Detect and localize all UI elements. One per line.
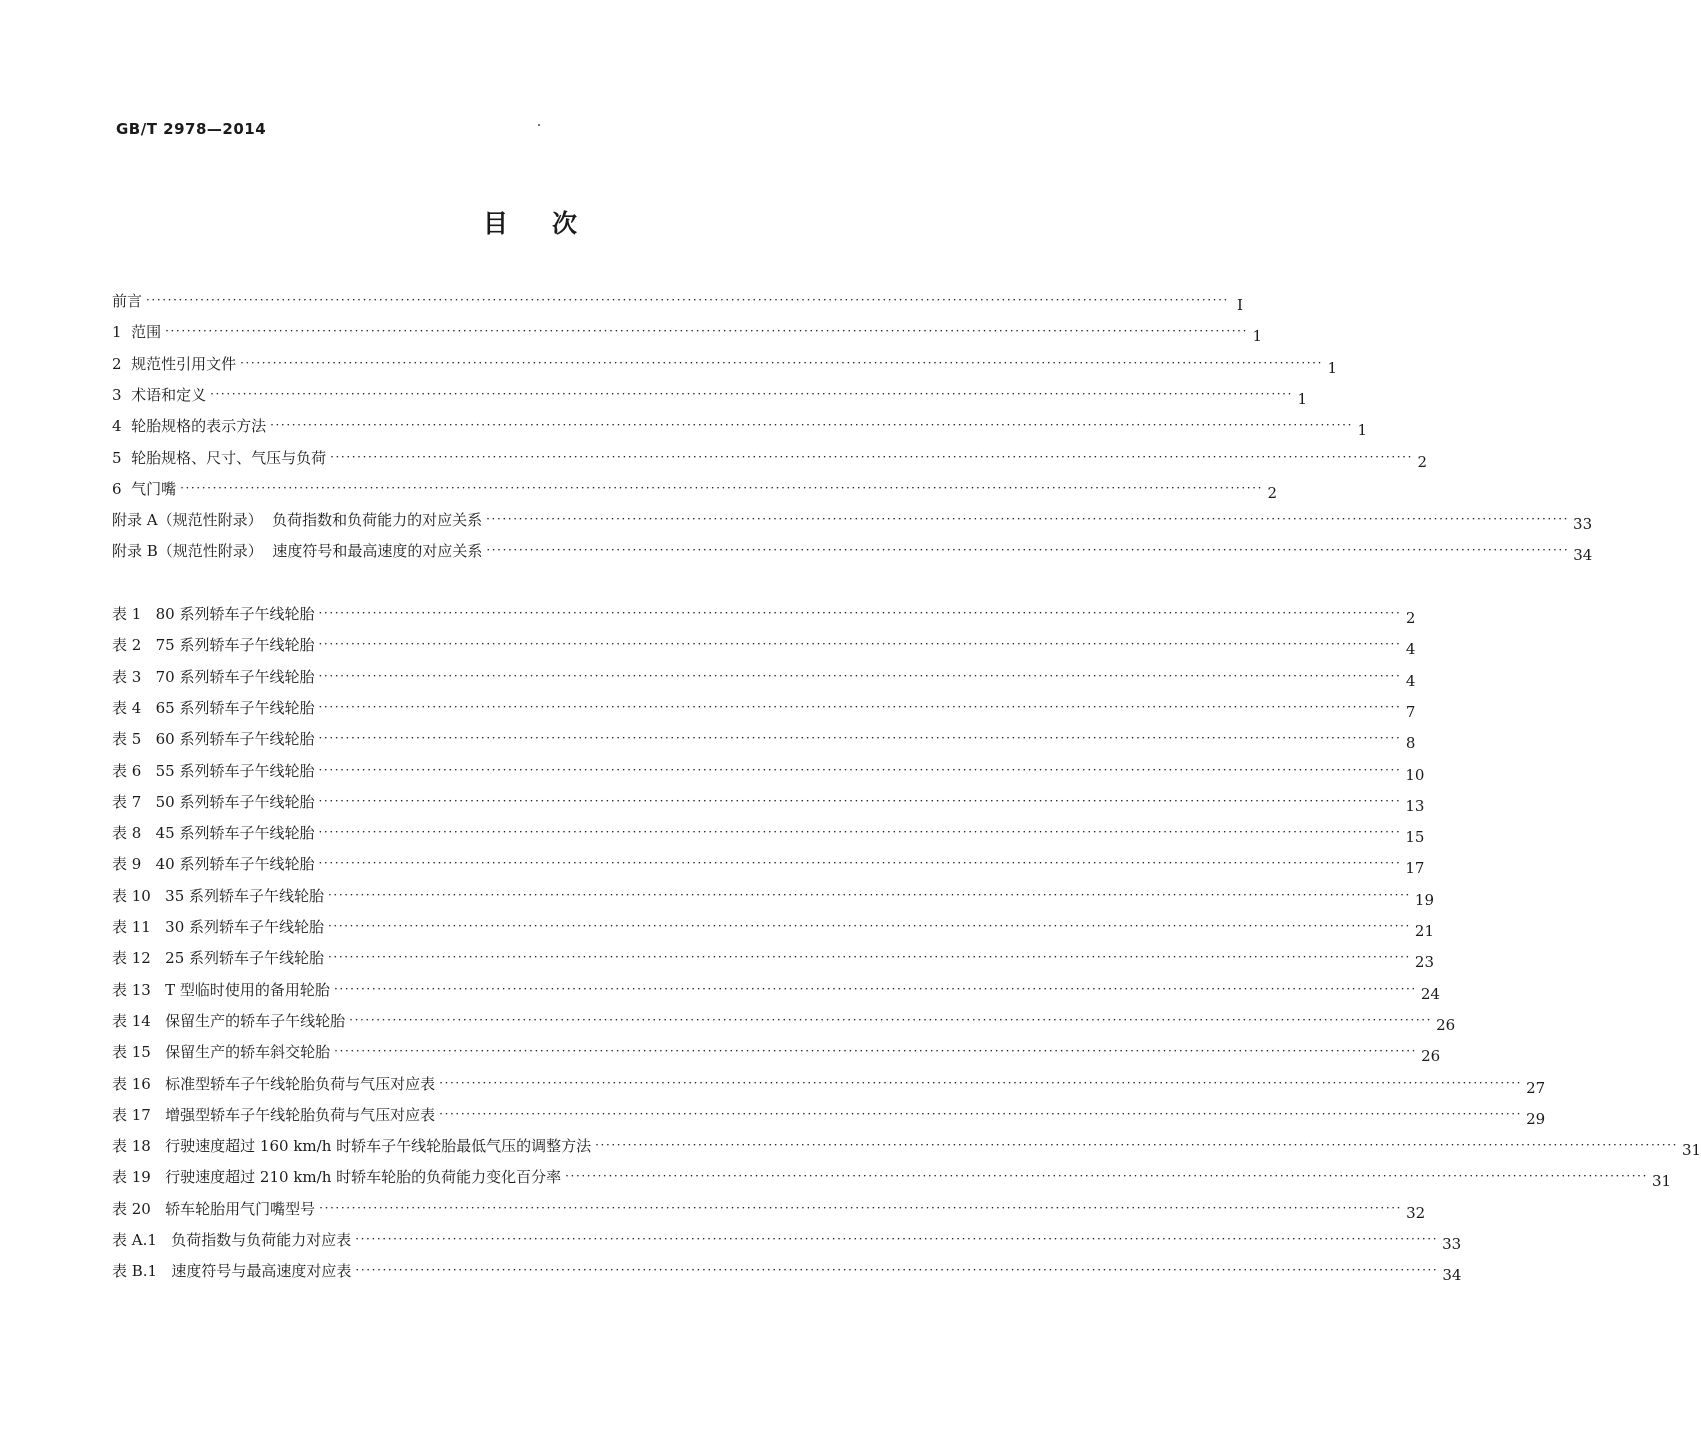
dot-leader: ········································································································································································································	[318, 731, 1402, 746]
page-title	[0, 204, 1024, 240]
dot-leader: ········································································································································································································	[318, 637, 1402, 652]
dot-leader: ········································································································································································································	[210, 386, 1293, 401]
toc-entry-label: 表 9 40 系列轿车子午线轮胎	[112, 855, 315, 874]
table-list-entry[interactable]	[112, 853, 1425, 878]
table-list-entry[interactable]	[112, 791, 1425, 815]
toc-entry-label: 前言	[112, 292, 143, 310]
dot-leader: ········································································································································································································	[486, 543, 1570, 558]
toc-entry-label: 表 17 增强型轿车子午线轮胎负荷与气压对应表	[112, 1105, 436, 1124]
dot-leader: ········································································································································································································	[439, 1075, 1523, 1090]
scan-speck	[538, 124, 540, 126]
toc-entry-page: 34	[1573, 546, 1593, 565]
toc-entry-page: 21	[1414, 922, 1434, 940]
toc-entry-page: 33	[1442, 1235, 1462, 1253]
toc-entry-page: 2	[1405, 609, 1416, 627]
toc-entry[interactable]	[112, 415, 1367, 440]
dot-leader: ········································································································································································································	[319, 1200, 1403, 1215]
toc-entry-page: 13	[1405, 796, 1425, 815]
table-list-entry[interactable]	[112, 979, 1440, 1003]
toc-entry-page: 2	[1267, 483, 1277, 502]
dot-leader: ········································································································································································································	[180, 480, 1263, 495]
toc-entry-label: 表 18 行驶速度超过 160 km/h 时轿车子午线轮胎最低气压的调整方法	[112, 1137, 592, 1156]
toc-entry-label: 表 A.1 负荷指数与负荷能力对应表	[112, 1231, 352, 1249]
toc-entry[interactable]	[112, 447, 1427, 471]
table-list-entry[interactable]	[112, 697, 1416, 721]
dot-leader: ········································································································································································································	[165, 324, 1248, 339]
toc-entry[interactable]	[112, 321, 1262, 346]
toc-entry-page: 26	[1436, 1015, 1456, 1034]
toc-entry-label: 表 13 T 型临时使用的备用轮胎	[112, 980, 330, 999]
toc-entry[interactable]	[112, 509, 1593, 534]
toc-entry-page: 8	[1405, 734, 1416, 753]
toc-entry[interactable]	[112, 540, 1593, 565]
toc-entry-label: 表 4 65 系列轿车子午线轮胎	[112, 698, 315, 717]
toc-entry-page: 4	[1405, 671, 1416, 690]
title-char-2: 次	[552, 209, 578, 238]
toc-entry-label: 附录 A（规范性附录） 负荷指数和负荷能力的对应关系	[112, 511, 483, 530]
toc-entry-page: 34	[1442, 1266, 1462, 1285]
toc-entry-page: 29	[1526, 1109, 1546, 1128]
toc-entry-label: 表 5 60 系列轿车子午线轮胎	[112, 730, 315, 749]
dot-leader: ········································································································································································································	[270, 418, 1353, 433]
toc-entry-label: 表 19 行驶速度超过 210 km/h 时轿车轮胎的负荷能力变化百分率	[112, 1168, 562, 1187]
toc-entry-label: 2 规范性引用文件	[112, 354, 237, 373]
table-list-entry[interactable]	[112, 1104, 1546, 1128]
toc-entry-page: 1	[1297, 389, 1307, 408]
toc-entry-page: 7	[1405, 702, 1416, 721]
toc-entry-label: 表 2 75 系列轿车子午线轮胎	[112, 636, 315, 655]
toc-entry-page: I	[1236, 296, 1243, 314]
table-list-entry[interactable]	[112, 603, 1416, 627]
title-char-1: 目	[482, 209, 508, 238]
toc-entry-page: 26	[1421, 1047, 1441, 1066]
toc-entry-label: 表 15 保留生产的轿车斜交轮胎	[112, 1043, 331, 1062]
dot-leader: ········································································································································································································	[355, 1232, 1439, 1246]
toc-entry-label: 表 14 保留生产的轿车子午线轮胎	[112, 1011, 346, 1030]
table-list-entry[interactable]	[112, 1198, 1426, 1222]
toc-entry-label: 表 1 80 系列轿车子午线轮胎	[112, 605, 315, 623]
table-list-entry[interactable]	[112, 1166, 1672, 1191]
table-list-entry[interactable]	[112, 634, 1416, 659]
dot-leader: ········································································································································································································	[355, 1263, 1439, 1278]
table-list-entry[interactable]	[112, 916, 1434, 940]
toc-entry-label: 表 10 35 系列轿车子午线轮胎	[112, 886, 325, 905]
dot-leader: ········································································································································································································	[486, 512, 1570, 527]
toc-entry-page: 27	[1526, 1078, 1546, 1097]
toc-entry-page: 2	[1417, 452, 1427, 471]
toc-entry-label: 3 术语和定义	[112, 385, 207, 404]
toc-entry-page: 15	[1405, 828, 1425, 847]
toc-entry-label: 表 B.1 速度符号与最高速度对应表	[112, 1262, 352, 1281]
dot-leader: ········································································································································································································	[318, 699, 1402, 714]
toc-entry-label: 表 12 25 系列轿车子午线轮胎	[112, 949, 325, 968]
toc-entry-page: 1	[1357, 421, 1367, 440]
toc-entry-page: 31	[1652, 1172, 1672, 1191]
toc-entry-page: 10	[1405, 765, 1425, 784]
dot-leader: ········································································································································································································	[318, 793, 1402, 808]
table-list-entry[interactable]	[112, 1135, 1701, 1160]
toc-entry[interactable]	[112, 353, 1337, 377]
table-list-entry[interactable]	[112, 728, 1416, 753]
toc-entry-label: 5 轮胎规格、尺寸、气压与负荷	[112, 448, 327, 467]
table-list-entry[interactable]	[112, 1073, 1546, 1097]
toc-entry[interactable]	[112, 478, 1277, 502]
dot-leader: ········································································································································································································	[240, 355, 1323, 370]
table-list-entry[interactable]	[112, 1229, 1462, 1253]
dot-leader: ········································································································································································································	[318, 668, 1402, 683]
table-list-entry[interactable]	[112, 760, 1425, 784]
table-list-entry[interactable]	[112, 947, 1434, 972]
toc-entry-label: 表 16 标准型轿车子午线轮胎负荷与气压对应表	[112, 1074, 436, 1093]
toc-entry-page: 19	[1414, 890, 1434, 909]
standard-number: GB/T 2978—2014	[116, 120, 267, 138]
dot-leader: ········································································································································································································	[318, 762, 1402, 777]
toc-entry-page: 33	[1573, 515, 1593, 534]
toc-entry-page: 24	[1420, 984, 1440, 1003]
toc-entry-label: 表 20 轿车轮胎用气门嘴型号	[112, 1199, 316, 1218]
toc-entry-page: 23	[1414, 953, 1434, 972]
toc-entry-page: 1	[1252, 327, 1262, 346]
toc-entry-label: 4 轮胎规格的表示方法	[112, 417, 267, 436]
toc-entry[interactable]	[112, 290, 1243, 314]
dot-leader: ········································································································································································································	[330, 449, 1413, 464]
dot-leader: ········································································································································································································	[328, 950, 1411, 965]
dot-leader: ········································································································································································································	[328, 887, 1411, 902]
table-list-entry[interactable]	[112, 822, 1425, 847]
toc-entry-page: 4	[1405, 640, 1416, 659]
table-list-entry[interactable]	[112, 885, 1434, 909]
toc-entry-label: 表 6 55 系列轿车子午线轮胎	[112, 761, 315, 780]
dot-leader: ········································································································································································································	[334, 1044, 1418, 1059]
toc-entry-label: 表 7 50 系列轿车子午线轮胎	[112, 792, 315, 811]
dot-leader: ········································································································································································································	[595, 1138, 1679, 1153]
dot-leader: ········································································································································································································	[565, 1169, 1649, 1184]
toc-entry-page: 31	[1682, 1141, 1701, 1160]
table-list-entry[interactable]	[112, 1010, 1456, 1034]
table-list-entry[interactable]	[112, 1260, 1462, 1285]
dot-leader: ········································································································································································································	[318, 606, 1402, 620]
table-list-entry[interactable]	[112, 1041, 1441, 1066]
toc-entry-label: 6 气门嘴	[112, 479, 177, 498]
dot-leader: ········································································································································································································	[349, 1012, 1433, 1027]
toc-entry-label: 表 11 30 系列轿车子午线轮胎	[112, 918, 325, 936]
toc-entry-page: 1	[1327, 358, 1337, 377]
toc-entry-label: 表 3 70 系列轿车子午线轮胎	[112, 667, 315, 686]
dot-leader: ········································································································································································································	[439, 1106, 1523, 1121]
toc-entry-page: 17	[1405, 859, 1425, 878]
table-list-entry[interactable]	[112, 666, 1416, 690]
toc-entry-label: 表 8 45 系列轿车子午线轮胎	[112, 824, 315, 843]
dot-leader: ········································································································································································································	[318, 825, 1402, 840]
toc-entry-label: 1 范围	[112, 323, 162, 342]
dot-leader: ········································································································································································································	[146, 293, 1229, 307]
toc-entry-label: 附录 B（规范性附录） 速度符号和最高速度的对应关系	[112, 542, 483, 561]
dot-leader: ········································································································································································································	[328, 919, 1411, 933]
dot-leader: ········································································································································································································	[318, 856, 1402, 871]
toc-entry-page: 32	[1406, 1203, 1426, 1222]
toc-entry[interactable]	[112, 384, 1307, 408]
dot-leader: ········································································································································································································	[333, 981, 1417, 996]
